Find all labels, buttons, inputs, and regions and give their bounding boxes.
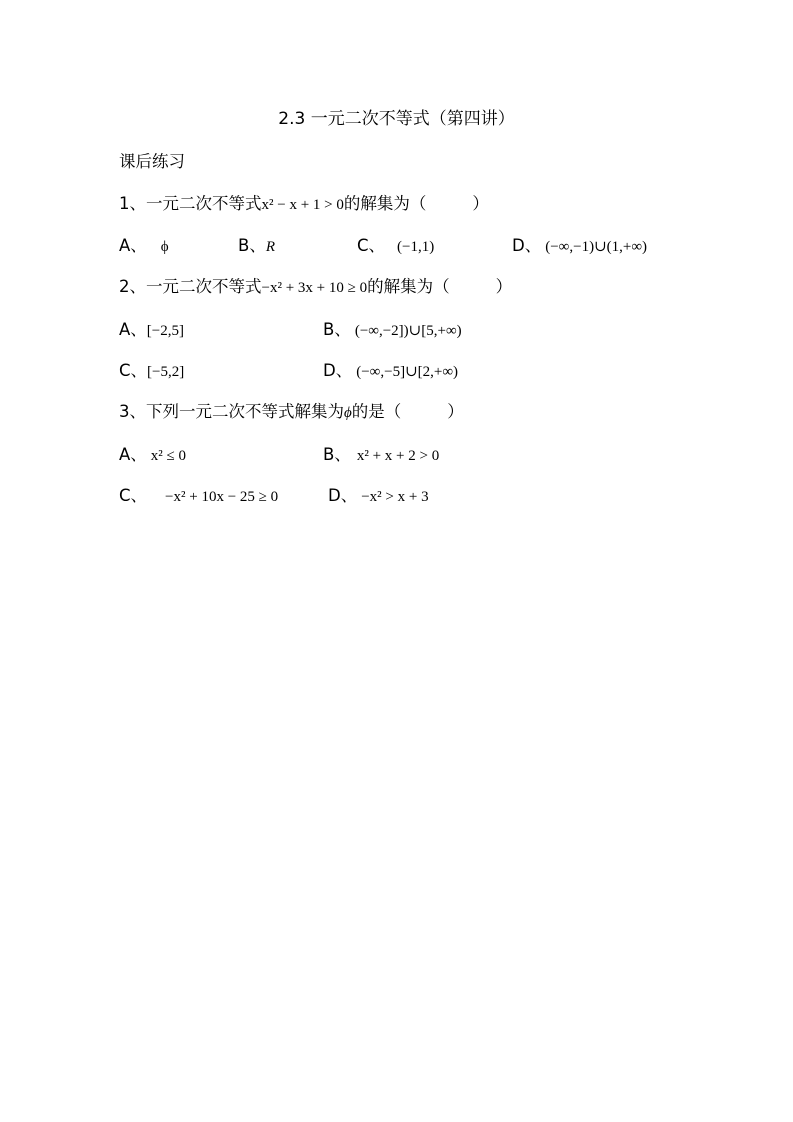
question-2-suffix: 的解集为（ <box>367 277 450 296</box>
q2-option-d <box>323 357 458 381</box>
question-2-expression: −x² + 3x + 10 ≥ 0 <box>261 280 368 296</box>
q3-option-a <box>119 441 186 465</box>
q3-option-d <box>328 482 429 506</box>
question-3 <box>119 398 464 422</box>
question-1-suffix: 的解集为（ <box>343 194 427 213</box>
question-3-prefix: 3、下列一元二次不等式解集为 <box>119 402 344 421</box>
q1-option-b <box>238 232 275 256</box>
option-label: D、 <box>323 361 353 380</box>
option-value: ϕ <box>160 239 169 255</box>
q2-option-a <box>119 316 184 340</box>
question-1-expression: x² − x + 1 > 0 <box>261 197 344 213</box>
option-value: [−2,5] <box>146 323 184 339</box>
q1-option-d <box>512 232 647 256</box>
option-label: B、 <box>323 320 351 339</box>
option-value: (−∞,−5]∪[2,+∞) <box>356 364 459 380</box>
option-label: A、 <box>119 236 147 255</box>
question-2-paren-close: ） <box>495 277 513 296</box>
option-label: A、 <box>119 320 147 339</box>
q1-option-a <box>119 232 169 256</box>
option-value: [−5,2] <box>147 364 185 380</box>
option-value: x² + x + 2 > 0 <box>356 448 440 464</box>
option-label: B、 <box>238 236 266 255</box>
option-value: R <box>265 239 275 255</box>
option-label: D、 <box>328 486 358 505</box>
page-title: 2.3 一元二次不等式（第四讲） <box>278 109 515 129</box>
q3-option-b <box>323 441 439 465</box>
option-value: (−1,1) <box>397 239 435 255</box>
option-label: C、 <box>119 361 148 380</box>
question-1 <box>119 190 489 214</box>
question-1-paren-close: ） <box>472 194 489 213</box>
question-3-suffix: 的是（ <box>351 402 402 421</box>
option-label: B、 <box>323 445 351 464</box>
section-heading: 课后练习 <box>119 152 185 171</box>
q3-option-c <box>119 482 278 506</box>
q2-option-c <box>119 357 184 381</box>
option-label: C、 <box>119 486 148 505</box>
question-3-paren-close: ） <box>447 402 464 421</box>
option-value: −x² + 10x − 25 ≥ 0 <box>165 489 279 505</box>
option-label: C、 <box>357 236 386 255</box>
option-value: x² ≤ 0 <box>150 448 187 464</box>
option-label: A、 <box>119 445 147 464</box>
q1-option-c <box>357 232 434 256</box>
option-value: (−∞,−2])∪[5,+∞) <box>354 323 462 339</box>
question-3-symbol: ϕ <box>344 405 352 421</box>
question-1-prefix: 1、一元二次不等式 <box>119 194 262 213</box>
q2-option-b <box>323 316 462 340</box>
option-label: D、 <box>512 236 542 255</box>
question-2 <box>119 273 512 297</box>
question-2-prefix: 2、一元二次不等式 <box>119 277 262 296</box>
option-value: −x² > x + 3 <box>361 489 429 505</box>
option-value: (−∞,−1)∪(1,+∞) <box>545 239 648 255</box>
